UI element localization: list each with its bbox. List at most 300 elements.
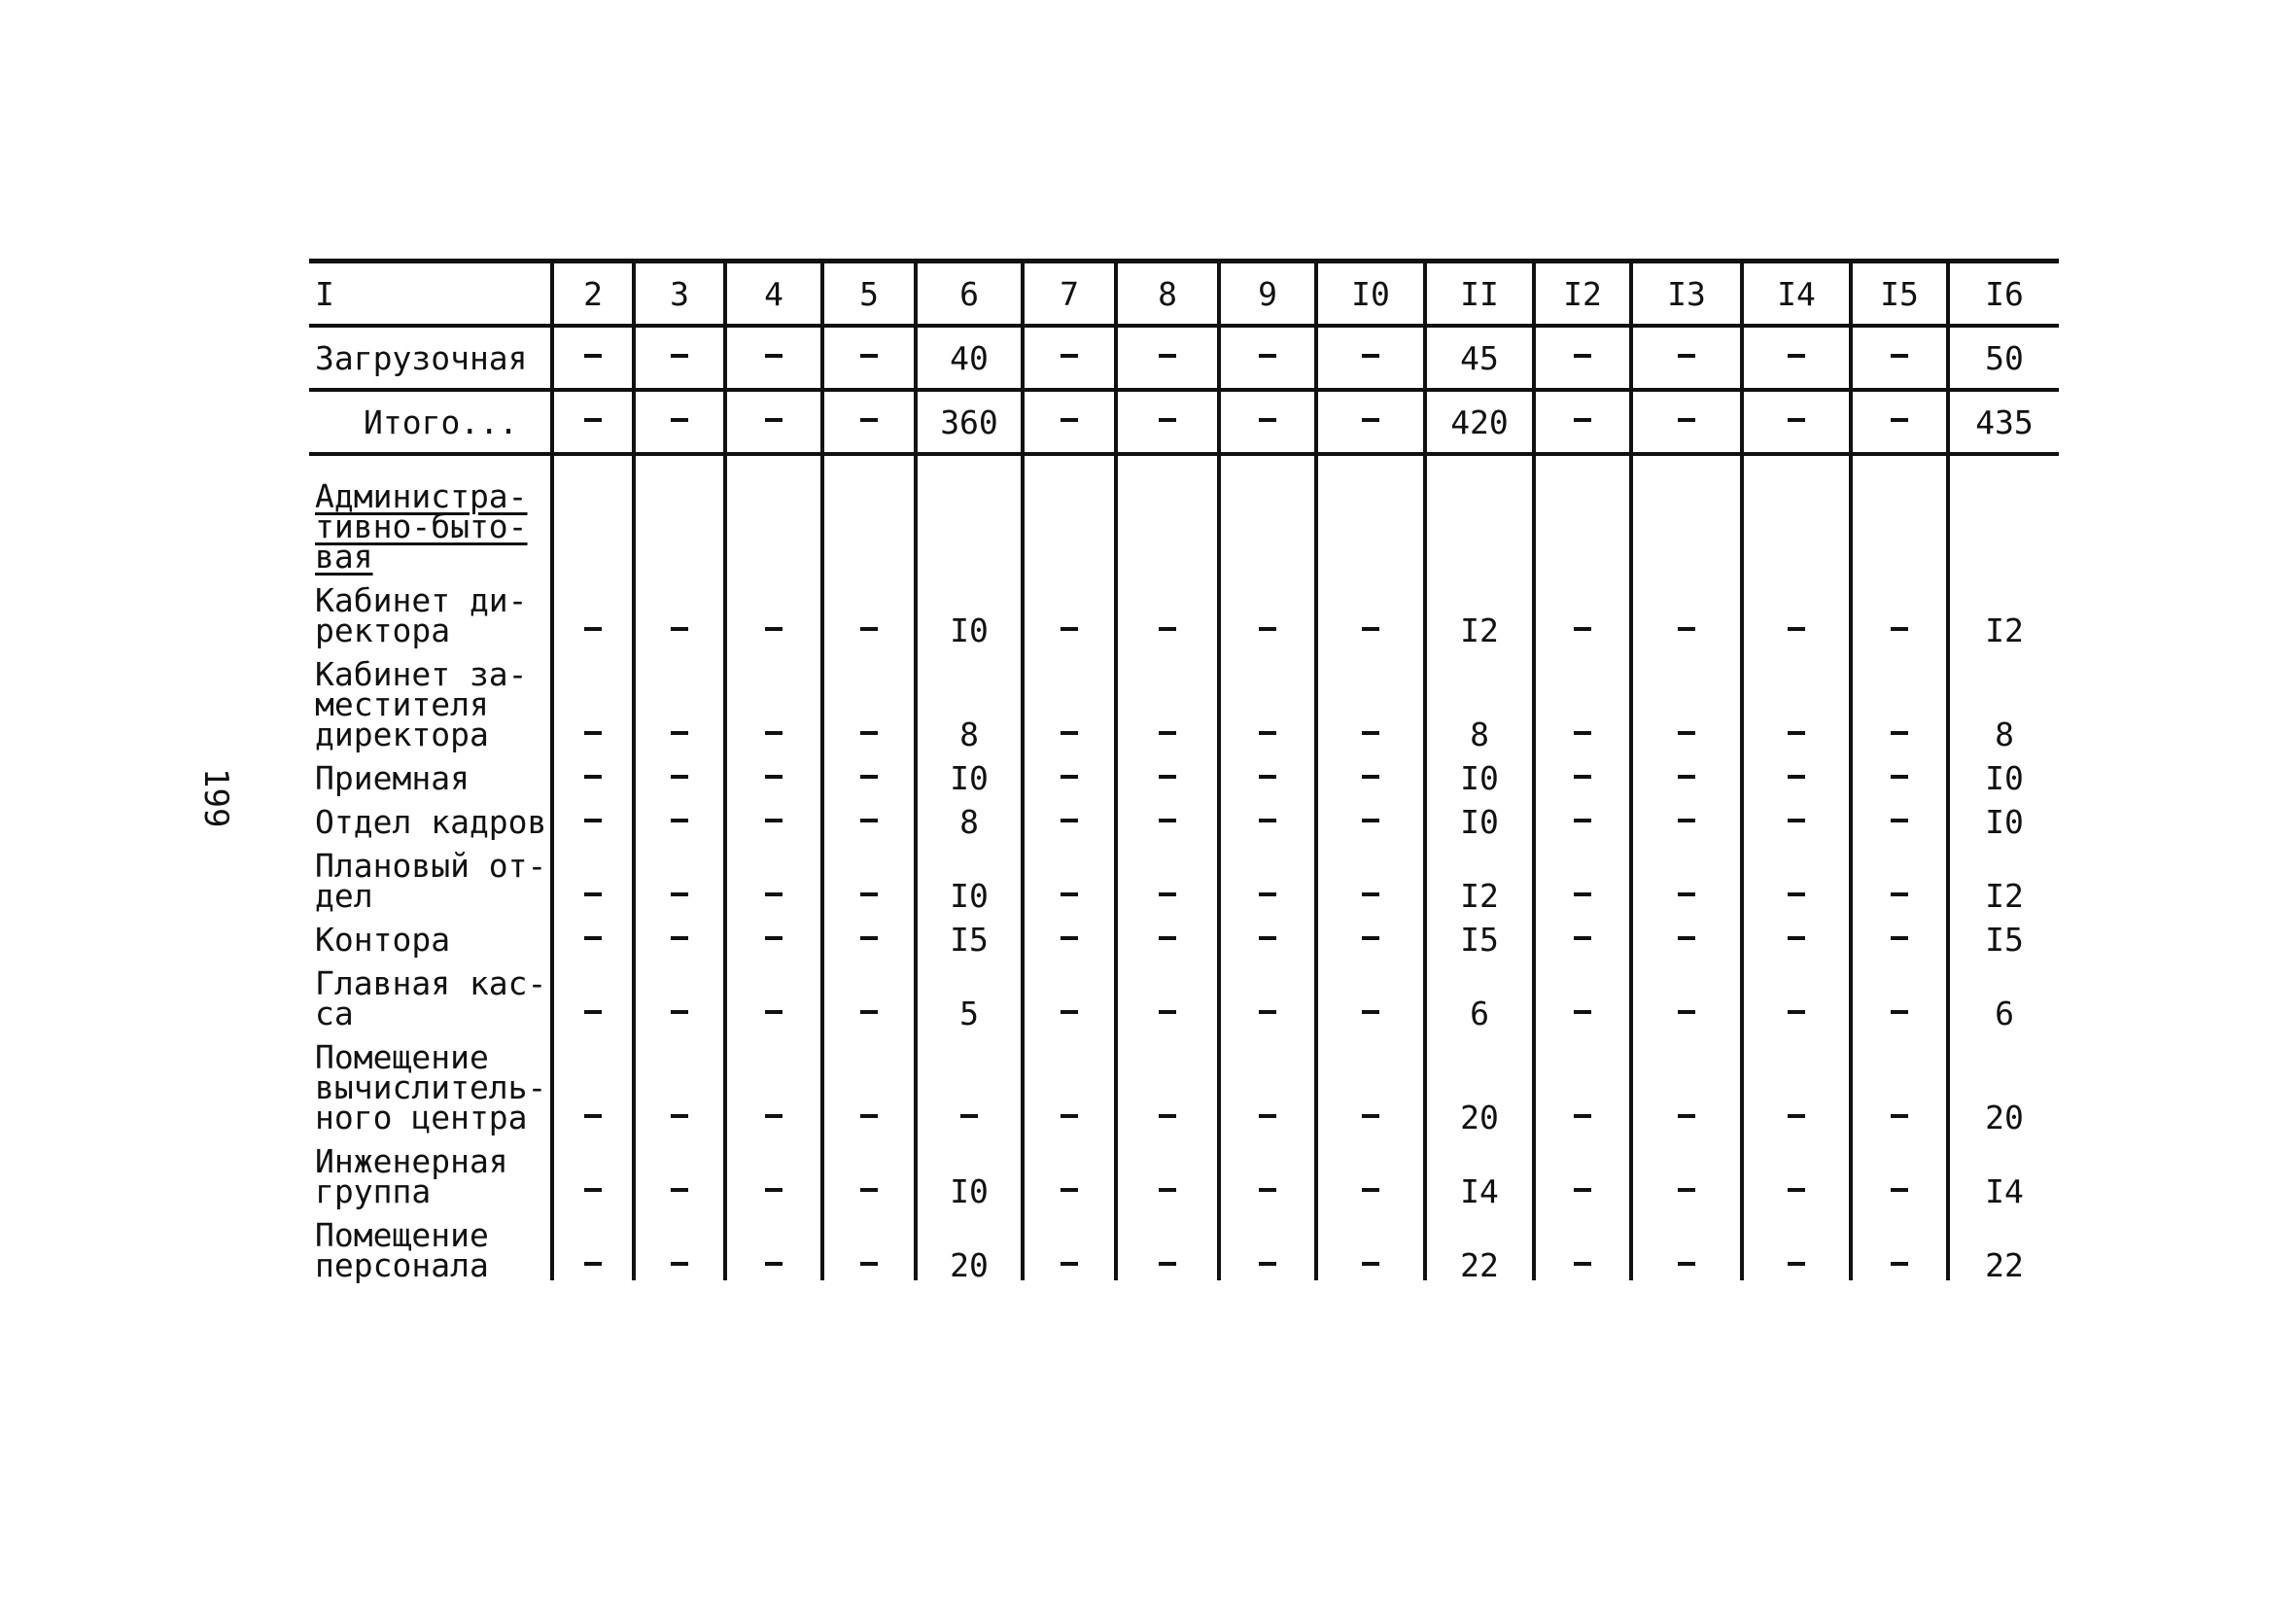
cell-col-11: I2	[1425, 572, 1534, 646]
cell-col-10	[1316, 1133, 1425, 1206]
cell-col-15	[1851, 911, 1948, 955]
cell-col-14	[1742, 646, 1851, 750]
cell-col-3	[634, 646, 725, 750]
cell-col-13	[1631, 955, 1742, 1029]
column-header-5: 5	[822, 262, 916, 327]
dash-mark	[1678, 731, 1695, 735]
row-label: Приемная	[309, 750, 552, 793]
dash-mark	[1159, 627, 1176, 631]
dash-mark	[1891, 731, 1908, 735]
cell-col-12	[1534, 572, 1631, 646]
cell-col-6	[916, 1029, 1023, 1133]
dash-mark	[1061, 819, 1078, 822]
cell-col-14	[1742, 1029, 1851, 1133]
cell-col-8	[1116, 1206, 1219, 1280]
dash-mark	[1574, 1114, 1591, 1118]
dash-mark	[765, 1114, 783, 1118]
dash-mark	[1159, 775, 1176, 779]
cell-col-15	[1851, 1133, 1948, 1206]
cell-col-14	[1742, 1133, 1851, 1206]
cell-col-4	[725, 1029, 822, 1133]
cell-col-13	[1631, 646, 1742, 750]
dash-mark	[765, 627, 783, 631]
dash-mark	[860, 819, 878, 822]
dash-mark	[584, 731, 602, 735]
summary-row-itogo	[309, 390, 2059, 454]
dash-mark	[584, 1188, 602, 1192]
dash-mark	[1159, 1188, 1176, 1192]
cell-col-6: 8	[916, 646, 1023, 750]
cell-col-2	[552, 793, 634, 837]
dash-mark	[1678, 1010, 1695, 1014]
dash-mark	[860, 627, 878, 631]
cell-col-11: I2	[1425, 837, 1534, 911]
dash-mark	[1259, 1114, 1276, 1118]
cell-col-8	[1116, 793, 1219, 837]
cell-col-4	[725, 955, 822, 1029]
row-label: Помещение вычислитель- ного центра	[309, 1029, 552, 1133]
cell-col-8	[1116, 911, 1219, 955]
dash-mark	[671, 354, 688, 358]
section-empty-cell	[1742, 454, 1851, 572]
cell-col-7	[1023, 955, 1116, 1029]
cell-col-15	[1851, 572, 1948, 646]
dash-mark	[1159, 819, 1176, 822]
dash-mark	[1678, 819, 1695, 822]
dash-mark	[584, 627, 602, 631]
cell-col-3	[634, 572, 725, 646]
dash-mark	[1574, 627, 1591, 631]
cell-col-14	[1742, 750, 1851, 793]
cell-col-7	[1023, 1133, 1116, 1206]
dash-mark	[671, 1188, 688, 1192]
cell-col-10	[1316, 837, 1425, 911]
dash-mark	[1259, 418, 1276, 422]
dash-mark	[860, 1262, 878, 1266]
cell-col-16: 8	[1948, 646, 2059, 750]
cell-col-13	[1631, 750, 1742, 793]
cell-col-11: 22	[1425, 1206, 1534, 1280]
cell-col-2	[552, 390, 634, 454]
cell-col-12	[1534, 390, 1631, 454]
cell-col-13	[1631, 326, 1742, 390]
dash-mark	[1891, 775, 1908, 779]
dash-mark	[584, 354, 602, 358]
dash-mark	[1788, 627, 1805, 631]
cell-col-11: I0	[1425, 750, 1534, 793]
dash-mark	[1891, 354, 1908, 358]
dash-mark	[1788, 892, 1805, 896]
dash-mark	[1574, 418, 1591, 422]
dash-mark	[765, 354, 783, 358]
dash-mark	[1061, 1010, 1078, 1014]
cell-col-5	[822, 572, 916, 646]
dash-mark	[1362, 936, 1379, 940]
cell-col-12	[1534, 837, 1631, 911]
cell-col-11: 6	[1425, 955, 1534, 1029]
dash-mark	[671, 1262, 688, 1266]
dash-mark	[860, 731, 878, 735]
data-row	[309, 1029, 2059, 1133]
dash-mark	[671, 1010, 688, 1014]
cell-col-14	[1742, 955, 1851, 1029]
cell-col-10	[1316, 1206, 1425, 1280]
dash-mark	[1574, 892, 1591, 896]
section-empty-cell	[1948, 454, 2059, 572]
cell-col-10	[1316, 750, 1425, 793]
dash-mark	[860, 418, 878, 422]
dash-mark	[765, 1188, 783, 1192]
dash-mark	[584, 936, 602, 940]
dash-mark	[1061, 1188, 1078, 1192]
cell-col-7	[1023, 1029, 1116, 1133]
cell-col-8	[1116, 837, 1219, 911]
cell-col-5	[822, 911, 916, 955]
cell-col-14	[1742, 911, 1851, 955]
dash-mark	[1574, 1262, 1591, 1266]
cell-col-2	[552, 1029, 634, 1133]
cell-col-12	[1534, 1206, 1631, 1280]
cell-col-12	[1534, 1029, 1631, 1133]
dash-mark	[1362, 892, 1379, 896]
dash-mark	[1259, 731, 1276, 735]
column-header-15: I5	[1851, 262, 1948, 327]
dash-mark	[765, 819, 783, 822]
cell-col-8	[1116, 646, 1219, 750]
cell-col-12	[1534, 911, 1631, 955]
dash-mark	[1678, 936, 1695, 940]
dash-mark	[584, 418, 602, 422]
cell-col-9	[1219, 750, 1316, 793]
dash-mark	[1788, 819, 1805, 822]
dash-mark	[1891, 1010, 1908, 1014]
dash-mark	[1061, 936, 1078, 940]
cell-col-11: I5	[1425, 911, 1534, 955]
cell-col-5	[822, 793, 916, 837]
dash-mark	[1574, 775, 1591, 779]
cell-col-4	[725, 1133, 822, 1206]
cell-col-3	[634, 390, 725, 454]
dash-mark	[765, 775, 783, 779]
cell-col-12	[1534, 750, 1631, 793]
dash-mark	[671, 775, 688, 779]
dash-mark	[584, 1114, 602, 1118]
cell-col-10	[1316, 646, 1425, 750]
dash-mark	[1678, 627, 1695, 631]
dash-mark	[1259, 1262, 1276, 1266]
dash-mark	[1891, 1188, 1908, 1192]
column-header-16: I6	[1948, 262, 2059, 327]
dash-mark	[1678, 1188, 1695, 1192]
dash-mark	[671, 936, 688, 940]
dash-mark	[1788, 731, 1805, 735]
dash-mark	[1159, 1010, 1176, 1014]
cell-col-3	[634, 1133, 725, 1206]
cell-col-10	[1316, 390, 1425, 454]
dash-mark	[1362, 731, 1379, 735]
row-label: Главная кас- са	[309, 955, 552, 1029]
column-header-1: I	[309, 262, 552, 327]
dash-mark	[1678, 775, 1695, 779]
cell-col-2	[552, 1206, 634, 1280]
cell-col-14	[1742, 1206, 1851, 1280]
column-header-4: 4	[725, 262, 822, 327]
cell-col-9	[1219, 911, 1316, 955]
cell-col-11: 8	[1425, 646, 1534, 750]
dash-mark	[860, 354, 878, 358]
cell-col-4	[725, 390, 822, 454]
data-row	[309, 1133, 2059, 1206]
section-empty-cell	[1023, 454, 1116, 572]
dash-mark	[584, 819, 602, 822]
cell-col-5	[822, 646, 916, 750]
dash-mark	[1891, 418, 1908, 422]
dash-mark	[765, 1262, 783, 1266]
cell-col-4	[725, 793, 822, 837]
dash-mark	[1788, 354, 1805, 358]
dash-mark	[1788, 1262, 1805, 1266]
dash-mark	[1159, 731, 1176, 735]
dash-mark	[1259, 819, 1276, 822]
data-row	[309, 793, 2059, 837]
dash-mark	[1788, 1010, 1805, 1014]
cell-col-9	[1219, 390, 1316, 454]
cell-col-4	[725, 911, 822, 955]
cell-col-8	[1116, 390, 1219, 454]
dash-mark	[860, 892, 878, 896]
cell-col-9	[1219, 1133, 1316, 1206]
cell-col-11: 420	[1425, 390, 1534, 454]
cell-col-2	[552, 837, 634, 911]
column-header-2: 2	[552, 262, 634, 327]
cell-col-6: 20	[916, 1206, 1023, 1280]
dash-mark	[1159, 418, 1176, 422]
dash-mark	[1788, 418, 1805, 422]
cell-col-10	[1316, 793, 1425, 837]
cell-col-6: 5	[916, 955, 1023, 1029]
cell-col-7	[1023, 837, 1116, 911]
data-row	[309, 911, 2059, 955]
cell-col-16: I4	[1948, 1133, 2059, 1206]
cell-col-15	[1851, 750, 1948, 793]
cell-col-7	[1023, 572, 1116, 646]
cell-col-12	[1534, 326, 1631, 390]
dash-mark	[1159, 936, 1176, 940]
dash-mark	[1259, 892, 1276, 896]
dash-mark	[765, 1010, 783, 1014]
cell-col-13	[1631, 1029, 1742, 1133]
dash-mark	[584, 892, 602, 896]
cell-col-5	[822, 390, 916, 454]
table-body	[309, 326, 2059, 1284]
dash-mark	[1362, 1188, 1379, 1192]
section-empty-cell	[1425, 454, 1534, 572]
section-header-row	[309, 454, 2059, 572]
dash-mark	[1891, 892, 1908, 896]
dash-mark	[584, 1262, 602, 1266]
cell-col-5	[822, 837, 916, 911]
header-row	[309, 262, 2059, 327]
dash-mark	[671, 1114, 688, 1118]
section-empty-cell	[822, 454, 916, 572]
cell-col-4	[725, 572, 822, 646]
dash-mark	[1891, 936, 1908, 940]
dash-mark	[1362, 1010, 1379, 1014]
cell-col-9	[1219, 837, 1316, 911]
row-label: Кабинет за- местителя директора	[309, 646, 552, 750]
cell-col-10	[1316, 1029, 1425, 1133]
cell-col-15	[1851, 1206, 1948, 1280]
row-label: Помещение персонала	[309, 1206, 552, 1280]
cell-col-10	[1316, 572, 1425, 646]
dash-mark	[765, 936, 783, 940]
column-header-13: I3	[1631, 262, 1742, 327]
cell-col-16: 20	[1948, 1029, 2059, 1133]
dash-mark	[860, 775, 878, 779]
cell-col-14	[1742, 572, 1851, 646]
cell-col-8	[1116, 750, 1219, 793]
dash-mark	[671, 627, 688, 631]
dash-mark	[1061, 731, 1078, 735]
dash-mark	[584, 775, 602, 779]
column-header-9: 9	[1219, 262, 1316, 327]
row-label: Контора	[309, 911, 552, 955]
dash-mark	[1259, 936, 1276, 940]
cell-col-13	[1631, 1133, 1742, 1206]
dash-mark	[1061, 627, 1078, 631]
cell-col-4	[725, 1206, 822, 1280]
dash-mark	[765, 418, 783, 422]
data-row	[309, 837, 2059, 911]
dash-mark	[1574, 354, 1591, 358]
cell-col-16: I0	[1948, 750, 2059, 793]
cell-col-6: I0	[916, 1133, 1023, 1206]
row-label: Отдел кадров	[309, 793, 552, 837]
dash-mark	[1788, 775, 1805, 779]
cell-col-15	[1851, 793, 1948, 837]
dash-mark	[1362, 1262, 1379, 1266]
cell-col-3	[634, 750, 725, 793]
cell-col-15	[1851, 390, 1948, 454]
dash-mark	[1259, 627, 1276, 631]
cell-col-9	[1219, 793, 1316, 837]
cell-col-12	[1534, 646, 1631, 750]
cell-col-7	[1023, 646, 1116, 750]
cell-col-15	[1851, 326, 1948, 390]
dash-mark	[671, 892, 688, 896]
row-label: Инженерная группа	[309, 1133, 552, 1206]
section-empty-cell	[552, 454, 634, 572]
dash-mark	[1362, 354, 1379, 358]
cell-col-2	[552, 911, 634, 955]
cell-col-14	[1742, 793, 1851, 837]
cell-col-9	[1219, 326, 1316, 390]
cell-col-6: 40	[916, 326, 1023, 390]
section-title-cell	[309, 454, 552, 576]
cell-col-5	[822, 955, 916, 1029]
dash-mark	[1259, 354, 1276, 358]
cell-col-16: 435	[1948, 390, 2059, 454]
column-header-10: I0	[1316, 262, 1425, 327]
cell-col-5	[822, 326, 916, 390]
cell-col-8	[1116, 572, 1219, 646]
section-empty-cell	[634, 454, 725, 572]
space-allocation-table	[309, 259, 2059, 1284]
dash-mark	[1362, 819, 1379, 822]
cell-col-8	[1116, 1133, 1219, 1206]
cell-col-3	[634, 1206, 725, 1280]
cell-col-2	[552, 750, 634, 793]
cell-col-4	[725, 837, 822, 911]
summary-row-loading	[309, 326, 2059, 390]
cell-col-5	[822, 1029, 916, 1133]
cell-col-10	[1316, 326, 1425, 390]
dash-mark	[1678, 1262, 1695, 1266]
cell-col-16: 22	[1948, 1206, 2059, 1280]
dash-mark	[671, 731, 688, 735]
cell-col-3	[634, 955, 725, 1029]
cell-col-12	[1534, 955, 1631, 1029]
data-row	[309, 1206, 2059, 1280]
dash-mark	[1159, 354, 1176, 358]
dash-mark	[860, 1010, 878, 1014]
dash-mark	[960, 1114, 978, 1118]
cell-col-2	[552, 1133, 634, 1206]
dash-mark	[1061, 1114, 1078, 1118]
dash-mark	[1362, 1114, 1379, 1118]
cell-col-2	[552, 572, 634, 646]
dash-mark	[1259, 1188, 1276, 1192]
dash-mark	[1574, 936, 1591, 940]
cell-col-5	[822, 750, 916, 793]
dash-mark	[1678, 892, 1695, 896]
cell-col-5	[822, 1133, 916, 1206]
cell-col-6: 360	[916, 390, 1023, 454]
cell-col-7	[1023, 326, 1116, 390]
row-label: Итого...	[309, 390, 552, 454]
cell-col-14	[1742, 837, 1851, 911]
dash-mark	[1061, 418, 1078, 422]
cell-col-15	[1851, 837, 1948, 911]
cell-col-14	[1742, 326, 1851, 390]
cell-col-8	[1116, 326, 1219, 390]
dash-mark	[860, 936, 878, 940]
cell-col-3	[634, 793, 725, 837]
dash-mark	[1891, 1262, 1908, 1266]
dash-mark	[1788, 936, 1805, 940]
dash-mark	[1678, 354, 1695, 358]
cell-col-16: 6	[1948, 955, 2059, 1029]
cell-col-9	[1219, 1029, 1316, 1133]
section-title: Администра- тивно-быто- вая	[315, 477, 528, 576]
cell-col-11: 45	[1425, 326, 1534, 390]
section-empty-cell	[1851, 454, 1948, 572]
cell-col-2	[552, 326, 634, 390]
dash-mark	[1574, 1188, 1591, 1192]
cell-col-6: I5	[916, 911, 1023, 955]
cell-col-3	[634, 911, 725, 955]
dash-mark	[1362, 627, 1379, 631]
cell-col-16: 50	[1948, 326, 2059, 390]
cell-col-8	[1116, 1029, 1219, 1133]
cell-col-13	[1631, 572, 1742, 646]
cell-col-11: 20	[1425, 1029, 1534, 1133]
section-empty-cell	[725, 454, 822, 572]
data-row	[309, 572, 2059, 646]
cell-col-6: I0	[916, 750, 1023, 793]
dash-mark	[1159, 892, 1176, 896]
cell-col-9	[1219, 1206, 1316, 1280]
